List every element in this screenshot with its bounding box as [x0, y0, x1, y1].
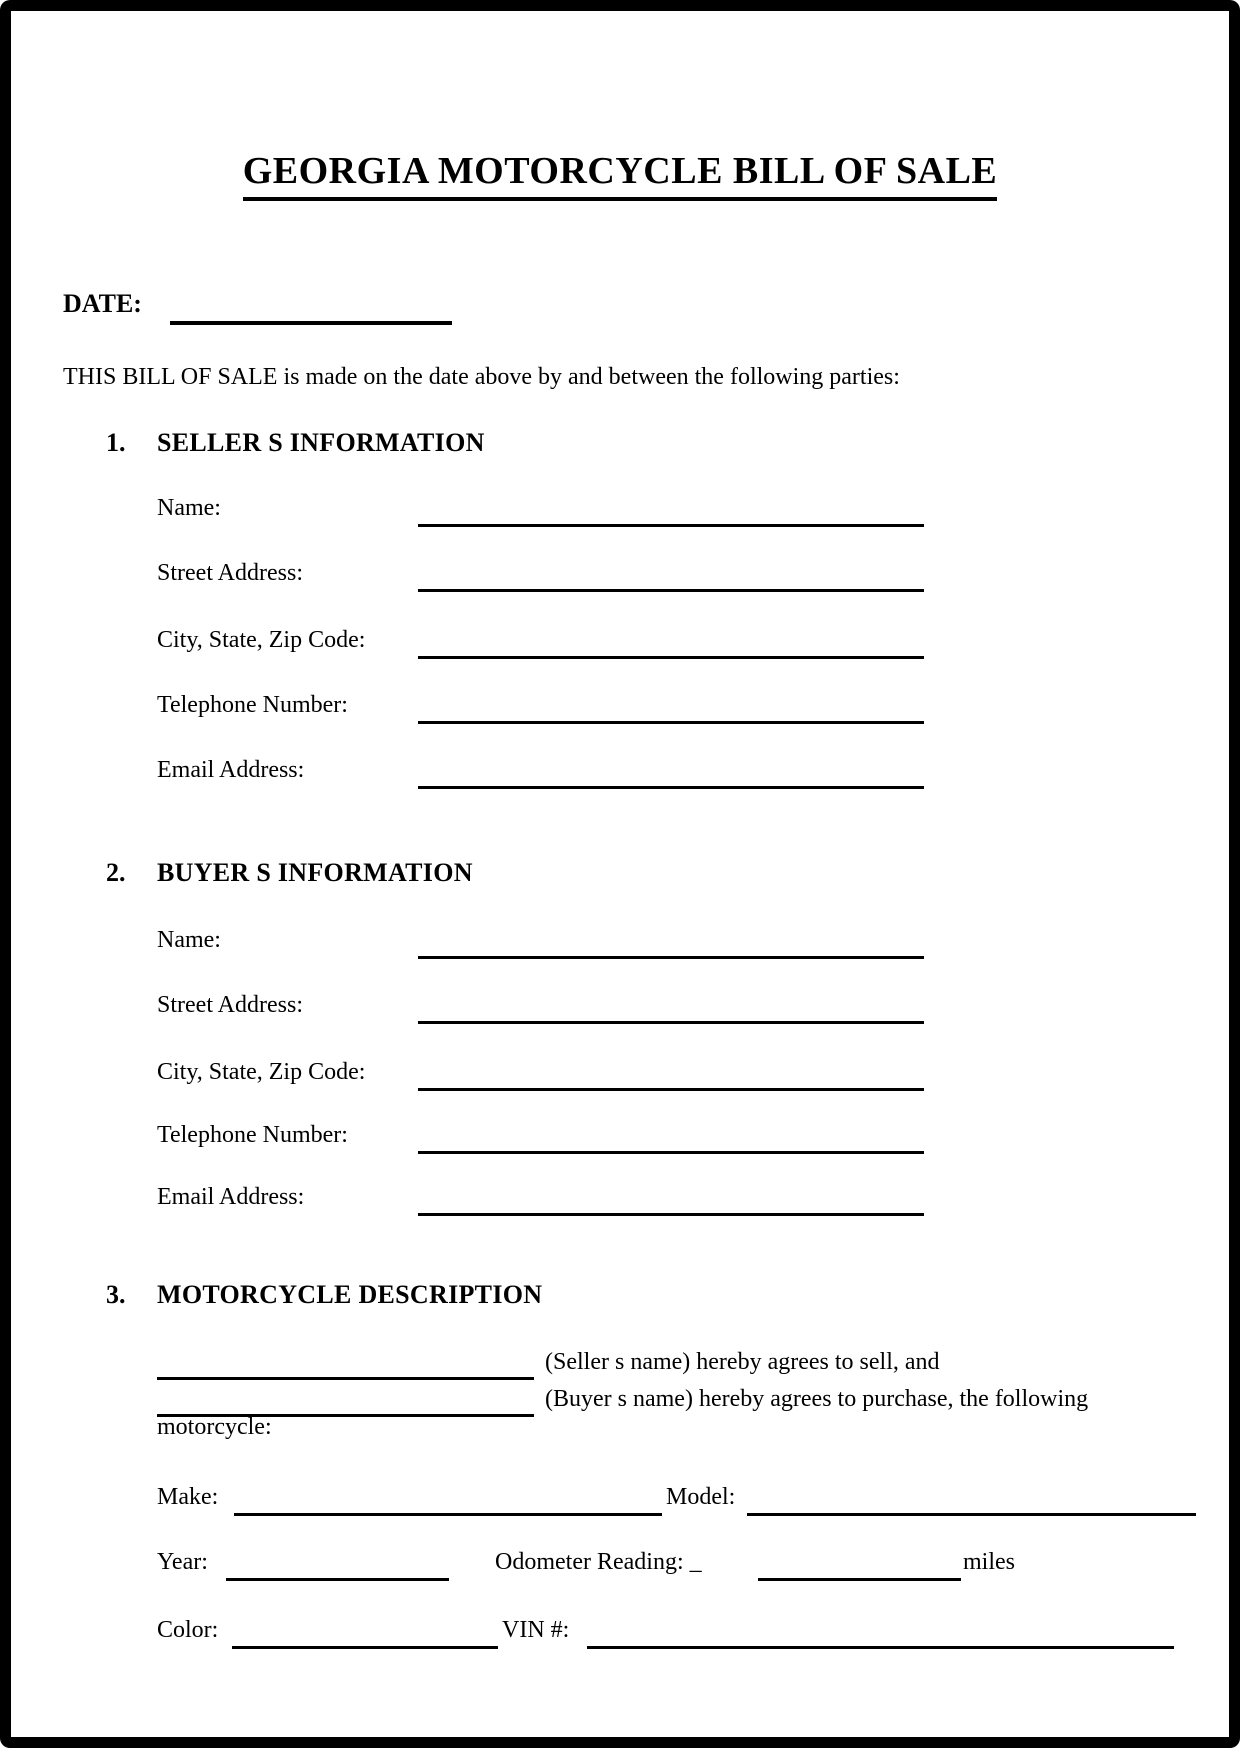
- seller-street-row: [0, 559, 1240, 603]
- seller-phone-row: [0, 691, 1240, 735]
- section-1-heading: SELLER S INFORMATION: [157, 428, 485, 457]
- buyer-city-line[interactable]: [418, 1088, 924, 1091]
- seller-email-label: Email Address:: [157, 757, 305, 783]
- seller-phone-label: Telephone Number:: [157, 692, 348, 718]
- buyer-city-row: [0, 1058, 1240, 1102]
- year-label: Year:: [157, 1549, 208, 1575]
- date-blank-line[interactable]: [170, 321, 452, 325]
- buyer-email-row: [0, 1183, 1240, 1227]
- model-label: Model:: [666, 1484, 736, 1510]
- seller-name-blank-line[interactable]: [157, 1377, 534, 1380]
- buyer-email-line[interactable]: [418, 1213, 924, 1216]
- year-line[interactable]: [226, 1578, 449, 1581]
- seller-street-label: Street Address:: [157, 560, 303, 586]
- buyer-street-label: Street Address:: [157, 992, 303, 1018]
- color-vin-row: [0, 1616, 1240, 1660]
- buyer-phone-line[interactable]: [418, 1151, 924, 1154]
- seller-city-row: [0, 626, 1240, 670]
- make-model-row: [0, 1483, 1240, 1527]
- seller-email-line[interactable]: [418, 786, 924, 789]
- seller-name-label: Name:: [157, 495, 221, 521]
- clause-continuation-row: [0, 1413, 1240, 1457]
- odometer-label: Odometer Reading: _: [495, 1549, 702, 1575]
- seller-street-line[interactable]: [418, 589, 924, 592]
- section-2-heading: BUYER S INFORMATION: [157, 858, 473, 887]
- date-label: DATE:: [63, 289, 142, 318]
- clause-continuation-text: motorcycle:: [157, 1414, 272, 1440]
- buyer-section-heading-row: [0, 858, 1240, 902]
- seller-phone-line[interactable]: [418, 721, 924, 724]
- color-line[interactable]: [232, 1646, 498, 1649]
- buyer-name-line[interactable]: [418, 956, 924, 959]
- date-row: [0, 288, 1240, 332]
- buyer-phone-label: Telephone Number:: [157, 1122, 348, 1148]
- seller-name-line[interactable]: [418, 524, 924, 527]
- motorcycle-section-heading-row: [0, 1280, 1240, 1324]
- seller-name-row: [0, 494, 1240, 538]
- buyer-street-line[interactable]: [418, 1021, 924, 1024]
- buyer-clause-text: (Buyer s name) hereby agrees to purchase, the following: [545, 1386, 1089, 1412]
- color-label: Color:: [157, 1617, 219, 1643]
- odometer-unit-label: miles: [963, 1549, 1015, 1575]
- seller-city-label: City, State, Zip Code:: [157, 627, 366, 653]
- section-3-number: 3.: [106, 1280, 126, 1309]
- model-line[interactable]: [747, 1513, 1196, 1516]
- document-title: GEORGIA MOTORCYCLE BILL OF SALE: [243, 150, 998, 201]
- buyer-name-label: Name:: [157, 927, 221, 953]
- buyer-name-row: [0, 926, 1240, 970]
- seller-clause-text: (Seller s name) hereby agrees to sell, and: [545, 1349, 940, 1375]
- buyer-street-row: [0, 991, 1240, 1035]
- seller-section-heading-row: [0, 428, 1240, 472]
- year-odometer-row: [0, 1548, 1240, 1592]
- title-row: [0, 150, 1240, 201]
- buyer-phone-row: [0, 1121, 1240, 1165]
- vin-line[interactable]: [587, 1646, 1174, 1649]
- section-2-number: 2.: [106, 858, 126, 887]
- odometer-line[interactable]: [758, 1578, 961, 1581]
- make-label: Make:: [157, 1484, 219, 1510]
- vin-label: VIN #:: [502, 1617, 570, 1643]
- intro-text: THIS BILL OF SALE is made on the date above by and between the following parties:: [63, 364, 900, 390]
- seller-city-line[interactable]: [418, 656, 924, 659]
- buyer-email-label: Email Address:: [157, 1184, 305, 1210]
- buyer-city-label: City, State, Zip Code:: [157, 1059, 366, 1085]
- section-1-number: 1.: [106, 428, 126, 457]
- make-line[interactable]: [234, 1513, 662, 1516]
- seller-email-row: [0, 756, 1240, 800]
- section-3-heading: MOTORCYCLE DESCRIPTION: [157, 1280, 543, 1309]
